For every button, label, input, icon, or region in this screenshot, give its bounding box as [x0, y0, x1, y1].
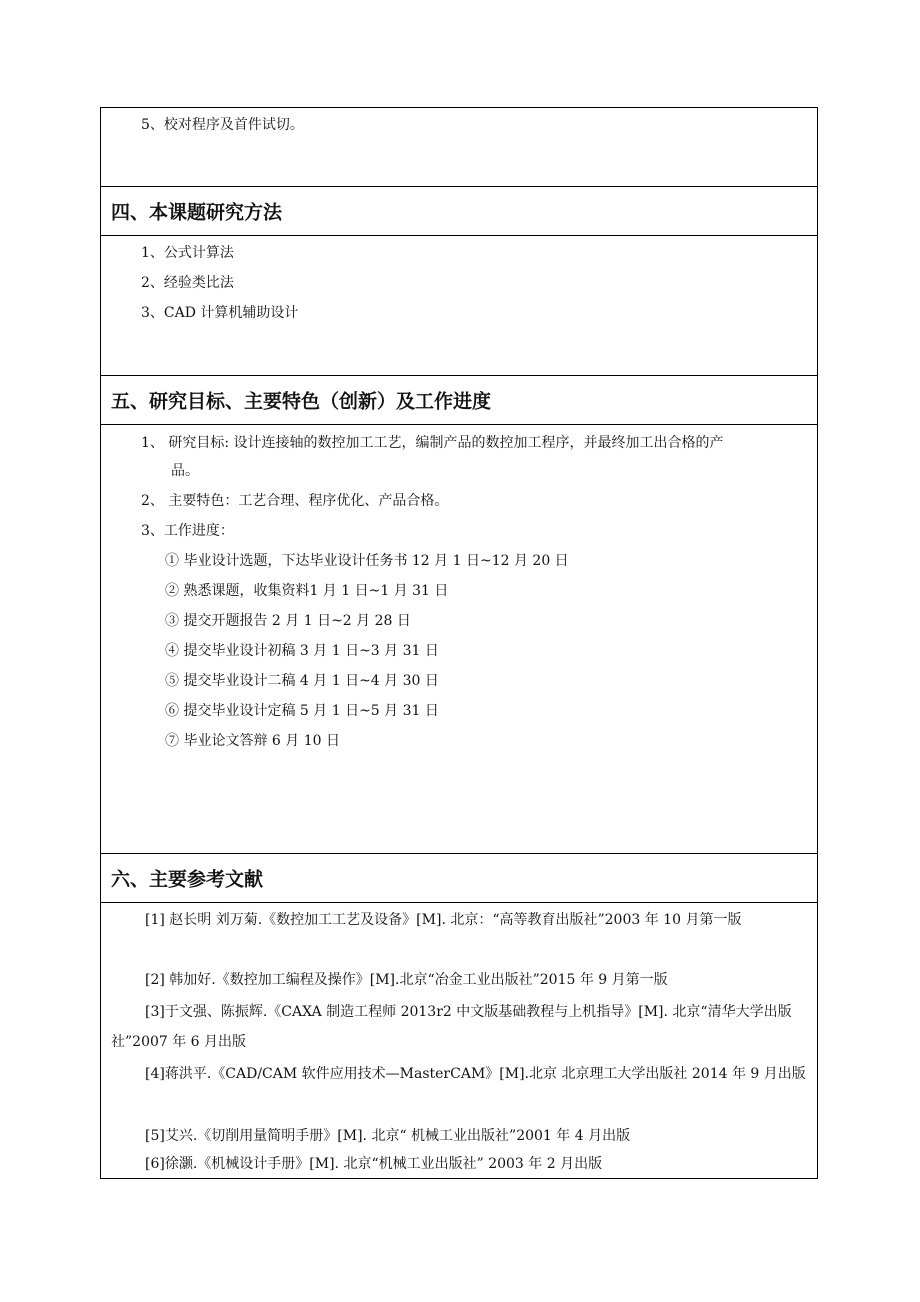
section-4-header — [101, 186, 817, 236]
reference-2: [2] 韩加好.《数控加工编程及操作》[M].北京“冶金工业出版社”2015 年 9 月第一版 — [145, 972, 668, 988]
schedule-item-1: ① 毕业设计选题，下达毕业设计任务书 12 月 1 日~12 月 20 日 — [165, 553, 569, 569]
method-item-1: 1、公式计算法 — [141, 245, 234, 261]
section-6-header — [101, 853, 817, 903]
schedule-item-6: ⑥ 提交毕业设计定稿 5 月 1 日~5 月 31 日 — [165, 703, 439, 719]
reference-5: [5]艾兴.《切削用量简明手册》[M]. 北京“ 机械工业出版社”2001 年 4 月出版 — [145, 1128, 631, 1144]
task-item-5: 5、校对程序及首件试切。 — [141, 117, 304, 133]
schedule-item-2: ② 熟悉课题，收集资料1 月 1 日~1 月 31 日 — [165, 583, 449, 599]
method-item-3: 3、CAD 计算机辅助设计 — [141, 305, 299, 321]
reference-4: [4]蒋洪平.《CAD/CAM 软件应用技术—MasterCAM》[M].北京 北京理工大学出版社 2014 年 9 月出版 — [145, 1066, 806, 1082]
goal-line-1: 1、 研究目标: 设计连接轴的数控加工工艺，编制产品的数控加工程序，并最终加工出合格的产 — [141, 435, 724, 451]
section-6-title: 六、主要参考文献 — [111, 868, 264, 891]
schedule-item-4: ④ 提交毕业设计初稿 3 月 1 日~3 月 31 日 — [165, 643, 439, 659]
schedule-item-5: ⑤ 提交毕业设计二稿 4 月 1 日~4 月 30 日 — [165, 673, 439, 689]
schedule-title: 3、工作进度： — [141, 523, 234, 539]
goal-line-2: 品。 — [171, 463, 199, 479]
reference-1: [1] 赵长明 刘万菊.《数控加工工艺及设备》[M]. 北京：“高等教育出版社”2003 年 10 月第一版 — [145, 912, 742, 928]
features-line: 2、 主要特色：工艺合理、程序优化、产品合格。 — [141, 493, 449, 509]
section-4-title: 四、本课题研究方法 — [111, 201, 283, 224]
schedule-item-3: ③ 提交开题报告 2 月 1 日~2 月 28 日 — [165, 613, 411, 629]
section-5-header — [101, 375, 817, 425]
reference-3: [3]于文强、陈振辉.《CAXA 制造工程师 2013r2 中文版基础教程与上机指导》[M]. 北京“清华大学出版社”2007 年 6 月出版 — [111, 1004, 792, 1050]
reference-6: [6]徐灏.《机械设计手册》[M]. 北京“机械工业出版社” 2003 年 2 月出版 — [145, 1156, 603, 1172]
proposal-form-table — [100, 107, 818, 1179]
method-item-2: 2、经验类比法 — [141, 275, 234, 291]
schedule-item-7: ⑦ 毕业论文答辩 6 月 10 日 — [165, 733, 340, 749]
section-5-title: 五、研究目标、主要特色（创新）及工作进度 — [111, 390, 492, 413]
